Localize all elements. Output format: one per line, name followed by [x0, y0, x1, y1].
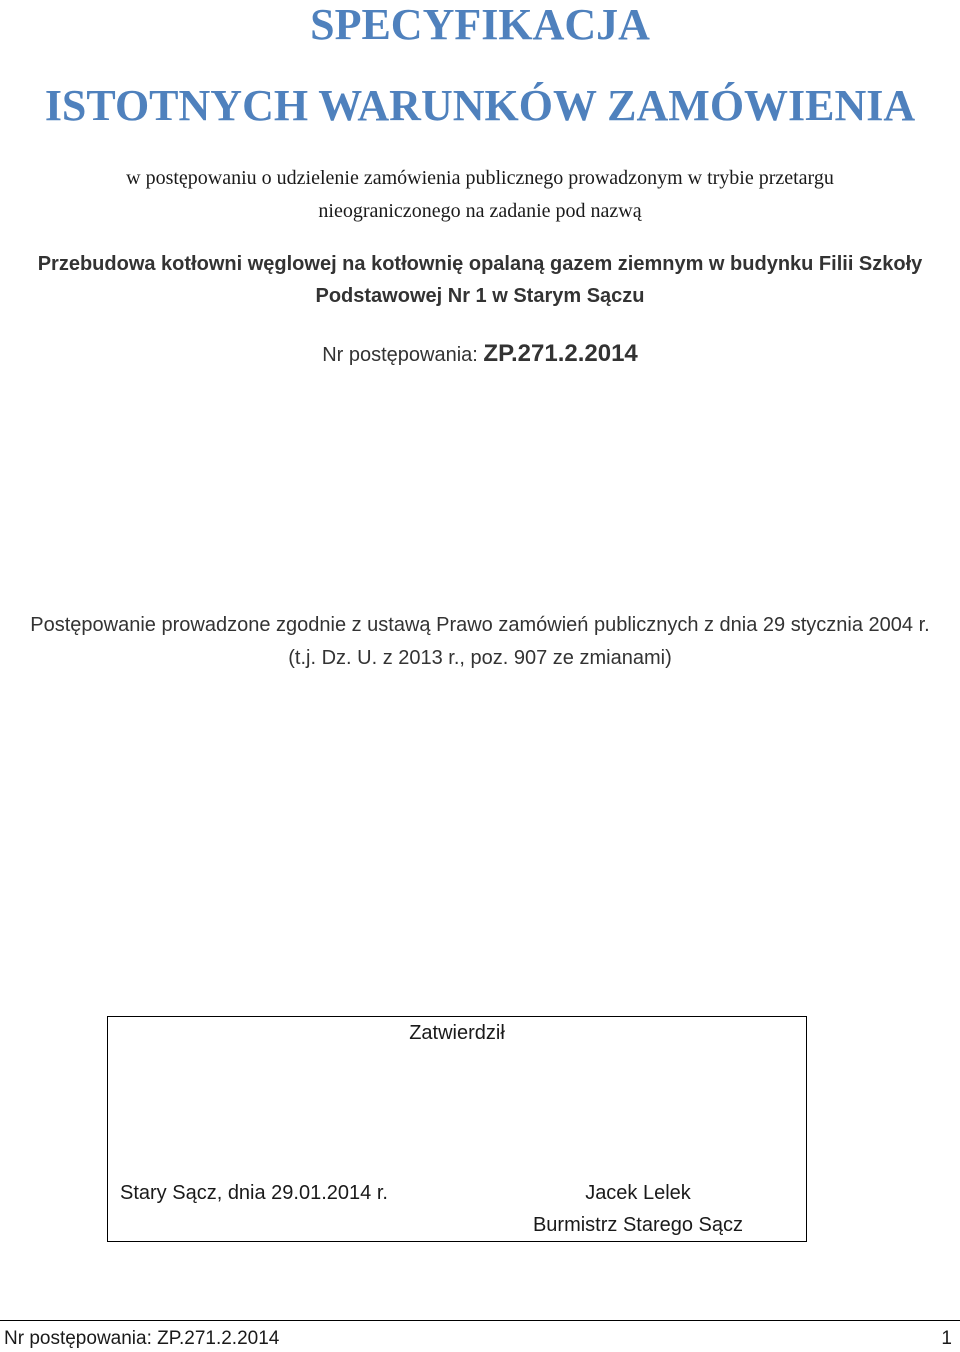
document-title-line-2: ISTOTNYCH WARUNKÓW ZAMÓWIENIA — [44, 81, 916, 130]
signer-name: Jacek Lelek — [585, 1182, 691, 1204]
footer-divider — [0, 1320, 960, 1321]
approval-box — [107, 1016, 807, 1242]
intro-line-1: w postępowaniu o udzielenie zamówienia publicznego prowadzonym w trybie przetargu — [126, 167, 834, 189]
intro-line-2: nieograniczonego na zadanie pod nazwą — [318, 200, 642, 222]
page-number: 1 — [941, 1328, 952, 1349]
approved-label: Zatwierdził — [409, 1022, 505, 1044]
signer-role: Burmistrz Starego Sącz — [532, 1214, 744, 1236]
footer-procedure-number: Nr postępowania: ZP.271.2.2014 — [4, 1328, 280, 1349]
procedure-number-label: Nr postępowania: — [322, 344, 478, 366]
legal-basis-line-1: Postępowanie prowadzone zgodnie z ustawą Prawo zamówień publicznych z dnia 29 stycznia 2004 r. — [30, 614, 930, 636]
legal-basis-line-2: (t.j. Dz. U. z 2013 r., poz. 907 ze zmianami) — [288, 647, 672, 669]
procedure-number-value: ZP.271.2.2014 — [483, 340, 638, 367]
place-and-date: Stary Sącz, dnia 29.01.2014 r. — [120, 1182, 388, 1204]
procedure-number — [0, 338, 960, 371]
task-name-line-2: Podstawowej Nr 1 w Starym Sączu — [315, 285, 645, 307]
document-title-line-1: SPECYFIKACJA — [310, 0, 650, 49]
task-name-line-1: Przebudowa kotłowni węglowej na kotłownię opalaną gazem ziemnym w budynku Filii Szkoły — [37, 253, 923, 275]
